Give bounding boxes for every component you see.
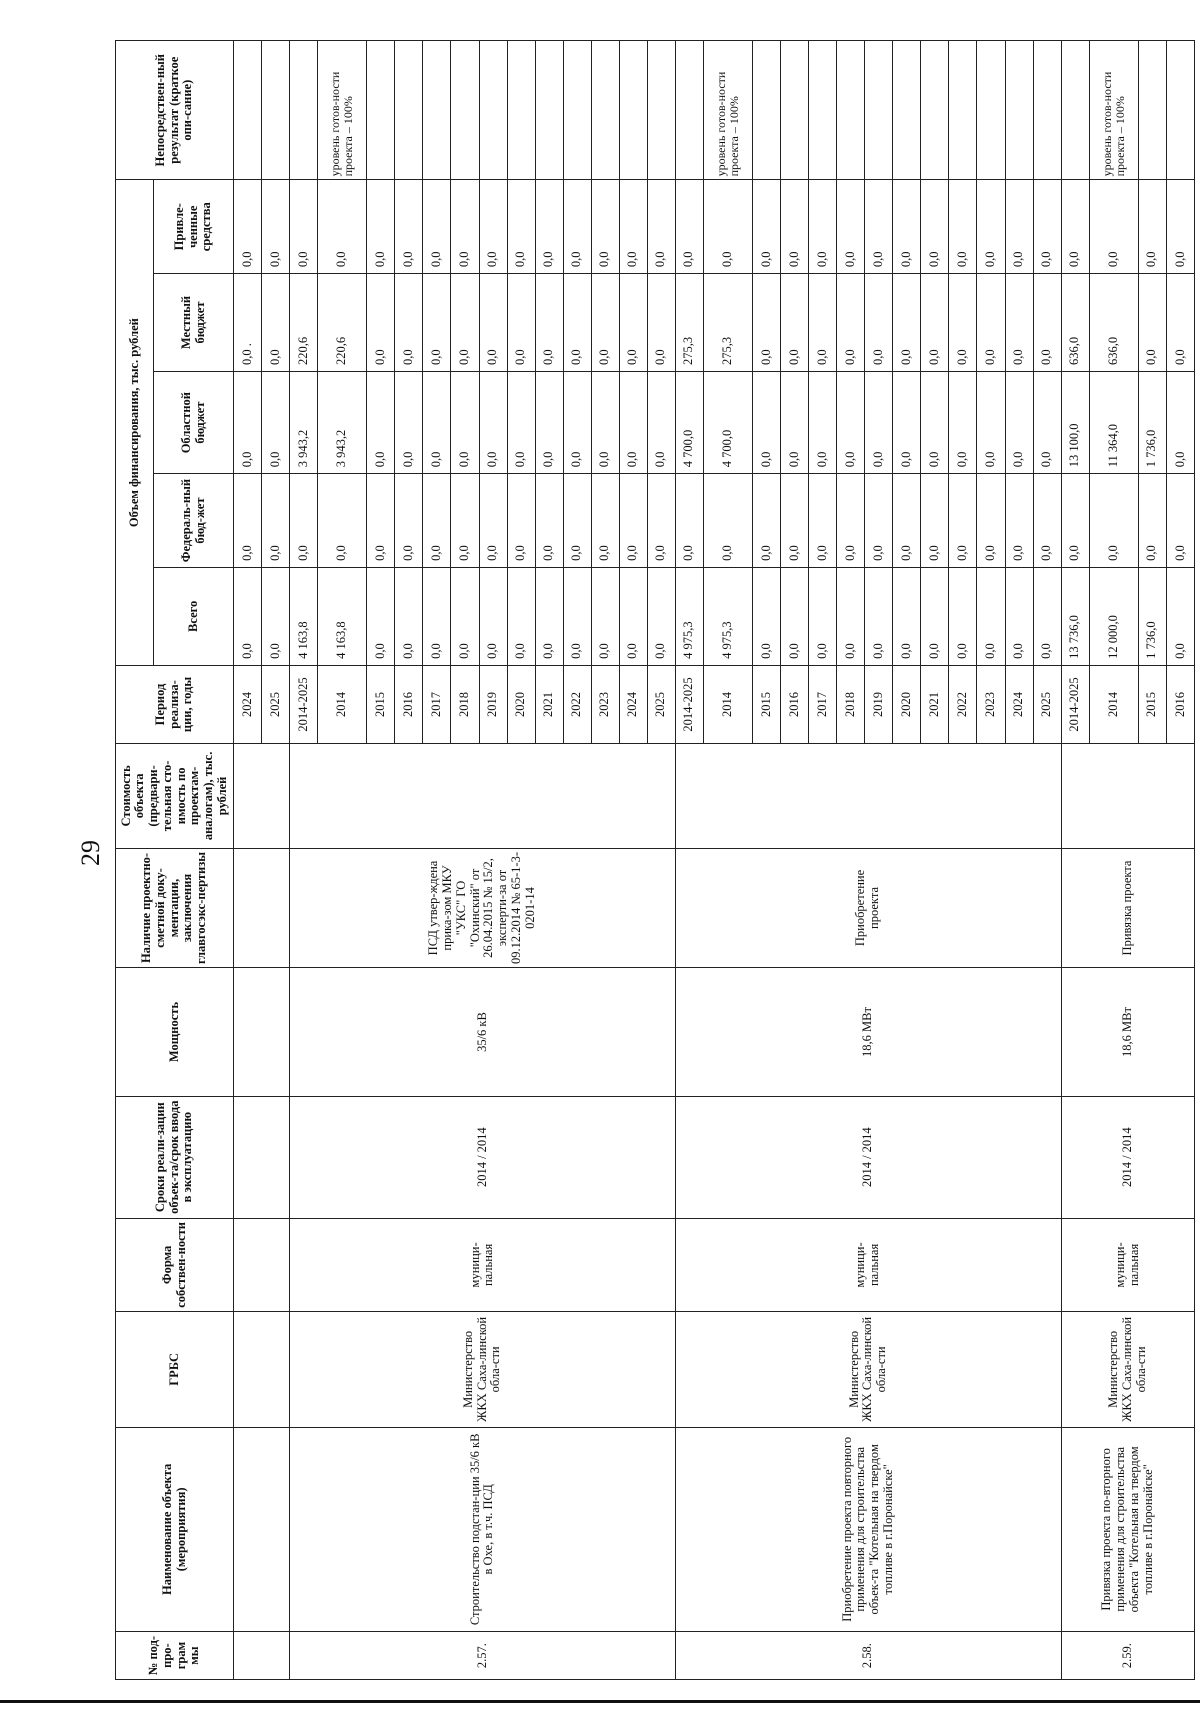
total-cell: 0,0	[479, 567, 507, 665]
header-local: Местный бюджет	[154, 274, 234, 372]
result-cell	[451, 41, 479, 180]
federal-cell: 0,0	[809, 474, 837, 568]
local-cell: 220,6	[318, 274, 367, 372]
attracted-cell: 0,0	[647, 180, 675, 274]
regional-cell: 0,0	[1033, 372, 1061, 474]
result-cell	[290, 41, 318, 180]
federal-cell: 0,0	[619, 474, 647, 568]
attracted-cell: 0,0	[753, 180, 781, 274]
federal-cell: 0,0	[781, 474, 809, 568]
local-cell: 0,0	[563, 274, 591, 372]
regional-cell: 4 700,0	[703, 372, 752, 474]
local-cell: 0,0	[1005, 274, 1033, 372]
year-cell: 2024	[1005, 665, 1033, 743]
federal-cell: 0,0	[675, 474, 703, 568]
regional-cell: 0,0	[451, 372, 479, 474]
power-cell: 35/6 кВ	[290, 968, 676, 1096]
federal-cell: 0,0	[921, 474, 949, 568]
attracted-cell: 0,0	[262, 180, 290, 274]
table-row	[675, 41, 703, 1680]
projects-body	[290, 41, 1195, 1680]
regional-cell: 0,0	[395, 372, 423, 474]
federal-cell: 0,0	[535, 474, 563, 568]
header-name: Наименование объекта (мероприятия)	[116, 1427, 234, 1632]
result-cell	[479, 41, 507, 180]
regional-cell: 0,0	[753, 372, 781, 474]
cost-cell	[1061, 744, 1194, 848]
attracted-cell: 0,0	[318, 180, 367, 274]
year-cell: 2014-2025	[1061, 665, 1089, 743]
attracted-cell: 0,0	[423, 180, 451, 274]
federal-cell: 0,0	[507, 474, 535, 568]
cost-cell	[675, 744, 1061, 848]
year-cell: 2014	[703, 665, 752, 743]
project-number-cell: 2.58.	[675, 1632, 1061, 1680]
total-cell: 0,0	[1166, 567, 1194, 665]
year-cell: 2019	[865, 665, 893, 743]
federal-cell: 0,0	[949, 474, 977, 568]
local-cell: 0,0	[1033, 274, 1061, 372]
attracted-cell: 0,0	[781, 180, 809, 274]
attracted-cell: 0,0	[479, 180, 507, 274]
year-cell: 2021	[921, 665, 949, 743]
result-cell: уровень готов-ности проекта – 100%	[1089, 41, 1138, 180]
federal-cell: 0,0	[563, 474, 591, 568]
header-federal: Федераль-ный бюд-жет	[154, 474, 234, 568]
total-cell: 4 163,8	[290, 567, 318, 665]
regional-cell: 0,0	[1005, 372, 1033, 474]
local-cell: 0,0	[479, 274, 507, 372]
attracted-cell: 0,0	[1138, 180, 1166, 274]
total-cell: 1 736,0	[1138, 567, 1166, 665]
year-cell: 2024	[234, 665, 262, 743]
regional-cell: 1 736,0	[1138, 372, 1166, 474]
total-cell: 0,0	[591, 567, 619, 665]
regional-cell: 0,0	[423, 372, 451, 474]
result-cell	[1005, 41, 1033, 180]
result-cell	[809, 41, 837, 180]
federal-cell: 0,0	[451, 474, 479, 568]
year-cell: 2014	[1089, 665, 1138, 743]
project-name-cell: Приобретение проекта повторного применения для строительства объек-та "Котельная на твердом топливе в г.Поронайске"	[675, 1427, 1061, 1632]
year-cell: 2014	[318, 665, 367, 743]
result-cell	[507, 41, 535, 180]
total-cell: 0,0	[619, 567, 647, 665]
header-form: Форма собствен-ности	[116, 1218, 234, 1312]
header-result: Непосредствен-ный результат (краткое опи-сание)	[116, 41, 234, 180]
result-cell	[837, 41, 865, 180]
project-name-cell: Строительство подстан-ции 35/6 кВ в Охе, в т.ч. ПСД	[290, 1427, 676, 1632]
federal-cell: 0,0	[1005, 474, 1033, 568]
local-cell: 275,3	[675, 274, 703, 372]
federal-cell: 0,0	[234, 474, 262, 568]
federal-cell: 0,0	[1089, 474, 1138, 568]
regional-cell: 0,0	[367, 372, 395, 474]
grbs-cell: Министерство ЖКХ Саха-линской обла-сти	[1061, 1312, 1194, 1427]
local-cell: 0,0	[781, 274, 809, 372]
total-cell: 0,0	[451, 567, 479, 665]
federal-cell: 0,0	[1138, 474, 1166, 568]
psd-cell: Привязка проекта	[1061, 848, 1194, 968]
year-cell: 2017	[809, 665, 837, 743]
attracted-cell: 0,0	[977, 180, 1005, 274]
federal-cell: 0,0	[647, 474, 675, 568]
year-cell: 2025	[1033, 665, 1061, 743]
header-grbs: ГРБС	[116, 1312, 234, 1427]
federal-cell: 0,0	[290, 474, 318, 568]
year-cell: 2015	[367, 665, 395, 743]
federal-cell: 0,0	[367, 474, 395, 568]
total-cell: 0,0	[781, 567, 809, 665]
header-terms: Сроки реали-зации объек-та/срок ввода в эксплуатацию	[116, 1096, 234, 1218]
result-cell	[1033, 41, 1061, 180]
federal-cell: 0,0	[893, 474, 921, 568]
regional-cell: 0,0	[234, 372, 262, 474]
federal-cell: 0,0	[423, 474, 451, 568]
table-row	[290, 41, 318, 1680]
header-total: Всего	[154, 567, 234, 665]
federal-cell: 0,0	[1033, 474, 1061, 568]
header-regional: Областной бюджет	[154, 372, 234, 474]
table-row	[234, 41, 262, 1680]
result-cell	[893, 41, 921, 180]
local-cell: 0,0	[591, 274, 619, 372]
federal-cell: 0,0	[262, 474, 290, 568]
grbs-cell: Министерство ЖКХ Саха-линской обла-сти	[290, 1312, 676, 1427]
attracted-cell: 0,0	[290, 180, 318, 274]
local-cell: 636,0	[1061, 274, 1089, 372]
regional-cell: 11 364,0	[1089, 372, 1138, 474]
power-cell: 18,6 МВт	[675, 968, 1061, 1096]
header-attracted: Привле-ченные средства	[154, 180, 234, 274]
local-cell: 0,0	[395, 274, 423, 372]
attracted-cell: 0,0	[535, 180, 563, 274]
ownership-form-cell: муници-пальная	[675, 1218, 1061, 1312]
result-cell: уровень готов-ности проекта – 100%	[318, 41, 367, 180]
result-cell	[1061, 41, 1089, 180]
year-cell: 2023	[977, 665, 1005, 743]
total-cell: 0,0	[423, 567, 451, 665]
year-cell: 2015	[753, 665, 781, 743]
attracted-cell: 0,0	[507, 180, 535, 274]
header-funding-group: Объем финансирования, тыс. рублей	[116, 180, 154, 665]
total-cell: 0,0	[647, 567, 675, 665]
result-cell	[423, 41, 451, 180]
regional-cell: 0,0	[837, 372, 865, 474]
year-cell: 2020	[507, 665, 535, 743]
project-number-cell: 2.57.	[290, 1632, 676, 1680]
federal-cell: 0,0	[865, 474, 893, 568]
attracted-cell: 0,0	[367, 180, 395, 274]
local-cell: 0,0	[837, 274, 865, 372]
cost-cell	[290, 744, 676, 848]
total-cell: 0,0	[234, 567, 262, 665]
result-cell	[921, 41, 949, 180]
regional-cell: 0,0	[949, 372, 977, 474]
regional-cell: 4 700,0	[675, 372, 703, 474]
total-cell: 0,0	[837, 567, 865, 665]
attracted-cell: 0,0	[1061, 180, 1089, 274]
attracted-cell: 0,0	[703, 180, 752, 274]
attracted-cell: 0,0	[619, 180, 647, 274]
regional-cell: 0,0	[479, 372, 507, 474]
total-cell: 4 975,3	[703, 567, 752, 665]
federal-cell: 0,0	[977, 474, 1005, 568]
table-row	[1061, 41, 1089, 1680]
table-header	[116, 41, 234, 1680]
regional-cell: 0,0	[865, 372, 893, 474]
regional-cell: 3 943,2	[318, 372, 367, 474]
attracted-cell: 0,0	[949, 180, 977, 274]
local-cell: 636,0	[1089, 274, 1138, 372]
result-cell	[619, 41, 647, 180]
local-cell: 0,0	[507, 274, 535, 372]
header-period: Период реализа-ции, годы	[116, 665, 234, 743]
attracted-cell: 0,0	[234, 180, 262, 274]
scan-edge-line	[0, 1700, 1200, 1703]
year-cell: 2016	[395, 665, 423, 743]
terms-cell: 2014 / 2014	[675, 1096, 1061, 1218]
total-cell: 12 000,0	[1089, 567, 1138, 665]
local-cell: 275,3	[703, 274, 752, 372]
regional-cell: 0,0	[809, 372, 837, 474]
attracted-cell: 0,0	[1033, 180, 1061, 274]
total-cell: 0,0	[395, 567, 423, 665]
federal-cell: 0,0	[591, 474, 619, 568]
rotated-table-container	[115, 40, 1195, 1680]
grbs-cell: Министерство ЖКХ Саха-линской обла-сти	[675, 1312, 1061, 1427]
local-cell: 0,0	[423, 274, 451, 372]
local-cell: 0,0	[893, 274, 921, 372]
attracted-cell: 0,0	[893, 180, 921, 274]
year-cell: 2014-2025	[290, 665, 318, 743]
result-cell	[1138, 41, 1166, 180]
header-num: № под-про-грам мы	[116, 1632, 234, 1680]
year-cell: 2014-2025	[675, 665, 703, 743]
local-cell: 0,0	[949, 274, 977, 372]
funding-table	[115, 40, 1195, 1680]
year-cell: 2022	[949, 665, 977, 743]
total-cell: 13 736,0	[1061, 567, 1089, 665]
attracted-cell: 0,0	[921, 180, 949, 274]
result-cell	[753, 41, 781, 180]
federal-cell: 0,0	[837, 474, 865, 568]
result-cell	[563, 41, 591, 180]
local-cell: 0,0	[367, 274, 395, 372]
year-cell: 2025	[262, 665, 290, 743]
local-cell: 0,0	[753, 274, 781, 372]
result-cell	[647, 41, 675, 180]
attracted-cell: 0,0	[591, 180, 619, 274]
regional-cell: 0,0	[1166, 372, 1194, 474]
year-cell: 2019	[479, 665, 507, 743]
year-cell: 2021	[535, 665, 563, 743]
attracted-cell: 0,0	[1089, 180, 1138, 274]
result-cell	[675, 41, 703, 180]
year-cell: 2015	[1138, 665, 1166, 743]
regional-cell: 0,0	[619, 372, 647, 474]
total-cell: 0,0	[809, 567, 837, 665]
year-cell: 2016	[1166, 665, 1194, 743]
attracted-cell: 0,0	[837, 180, 865, 274]
year-cell: 2020	[893, 665, 921, 743]
local-cell: 0,0	[535, 274, 563, 372]
page-number: 29	[76, 840, 105, 866]
local-cell: 0,0	[865, 274, 893, 372]
local-cell: 0,0	[809, 274, 837, 372]
psd-cell: Приобретение проекта	[675, 848, 1061, 968]
federal-cell: 0,0	[753, 474, 781, 568]
local-cell: 220,6	[290, 274, 318, 372]
header-psd: Наличие проектно-сметной доку-ментации, заключения главгосэкс-пертизы	[116, 848, 234, 968]
year-cell: 2016	[781, 665, 809, 743]
regional-cell: 0,0	[977, 372, 1005, 474]
local-cell: 0,0	[1138, 274, 1166, 372]
result-cell	[367, 41, 395, 180]
project-number-cell: 2.59.	[1061, 1632, 1194, 1680]
year-cell: 2023	[591, 665, 619, 743]
local-cell: 0,0	[619, 274, 647, 372]
attracted-cell: 0,0	[865, 180, 893, 274]
attracted-cell: 0,0	[809, 180, 837, 274]
result-cell	[262, 41, 290, 180]
psd-cell: ПСД утвер-ждена прика-зом МКУ "УКС" ГО "Охинский" от 26.04.2015 № 15/2, эксперти-за от 09.12.2014 № 65-1-3-0201-14	[290, 848, 676, 968]
local-cell: 0,0 .	[234, 274, 262, 372]
total-cell: 0,0	[535, 567, 563, 665]
header-cost: Стоимость объекта (предвари-тельная сто-имость по проектам-аналогам), тыс. рублей	[116, 744, 234, 848]
local-cell: 0,0	[647, 274, 675, 372]
regional-cell: 0,0	[921, 372, 949, 474]
regional-cell: 0,0	[262, 372, 290, 474]
total-cell: 0,0	[949, 567, 977, 665]
year-cell: 2017	[423, 665, 451, 743]
total-cell: 0,0	[893, 567, 921, 665]
result-cell: уровень готов-ности проекта – 100%	[703, 41, 752, 180]
total-cell: 0,0	[977, 567, 1005, 665]
result-cell	[1166, 41, 1194, 180]
total-cell: 0,0	[262, 567, 290, 665]
local-cell: 0,0	[1166, 274, 1194, 372]
local-cell: 0,0	[977, 274, 1005, 372]
project-name-cell: Привязка проекта по-вторного применения для строительства объекта "Котельная на твердом топливе в г.Поронайске"	[1061, 1427, 1194, 1632]
year-cell: 2018	[837, 665, 865, 743]
result-cell	[949, 41, 977, 180]
attracted-cell: 0,0	[395, 180, 423, 274]
terms-cell: 2014 / 2014	[1061, 1096, 1194, 1218]
regional-cell: 13 100,0	[1061, 372, 1089, 474]
total-cell: 0,0	[921, 567, 949, 665]
power-cell: 18,6 МВт	[1061, 968, 1194, 1096]
attracted-cell: 0,0	[1166, 180, 1194, 274]
total-cell: 4 975,3	[675, 567, 703, 665]
regional-cell: 0,0	[591, 372, 619, 474]
header-power: Мощность	[116, 968, 234, 1096]
regional-cell: 3 943,2	[290, 372, 318, 474]
regional-cell: 0,0	[535, 372, 563, 474]
total-cell: 0,0	[1005, 567, 1033, 665]
regional-cell: 0,0	[507, 372, 535, 474]
year-cell: 2025	[647, 665, 675, 743]
ownership-form-cell: муници-пальная	[1061, 1218, 1194, 1312]
total-cell: 0,0	[367, 567, 395, 665]
result-cell	[591, 41, 619, 180]
result-cell	[234, 41, 262, 180]
result-cell	[865, 41, 893, 180]
federal-cell: 0,0	[1061, 474, 1089, 568]
federal-cell: 0,0	[1166, 474, 1194, 568]
total-cell: 0,0	[563, 567, 591, 665]
federal-cell: 0,0	[395, 474, 423, 568]
federal-cell: 0,0	[703, 474, 752, 568]
regional-cell: 0,0	[647, 372, 675, 474]
federal-cell: 0,0	[318, 474, 367, 568]
attracted-cell: 0,0	[563, 180, 591, 274]
regional-cell: 0,0	[563, 372, 591, 474]
terms-cell: 2014 / 2014	[290, 1096, 676, 1218]
local-cell: 0,0	[921, 274, 949, 372]
year-cell: 2018	[451, 665, 479, 743]
local-cell: 0,0	[451, 274, 479, 372]
result-cell	[781, 41, 809, 180]
ownership-form-cell: муници-пальная	[290, 1218, 676, 1312]
total-cell: 0,0	[753, 567, 781, 665]
regional-cell: 0,0	[781, 372, 809, 474]
result-cell	[977, 41, 1005, 180]
total-cell: 0,0	[865, 567, 893, 665]
total-cell: 0,0	[507, 567, 535, 665]
local-cell: 0,0	[262, 274, 290, 372]
attracted-cell: 0,0	[1005, 180, 1033, 274]
total-cell: 0,0	[1033, 567, 1061, 665]
attracted-cell: 0,0	[451, 180, 479, 274]
federal-cell: 0,0	[479, 474, 507, 568]
year-cell: 2022	[563, 665, 591, 743]
table-body	[234, 41, 290, 1680]
result-cell	[395, 41, 423, 180]
regional-cell: 0,0	[893, 372, 921, 474]
year-cell: 2024	[619, 665, 647, 743]
total-cell: 4 163,8	[318, 567, 367, 665]
result-cell	[535, 41, 563, 180]
attracted-cell: 0,0	[675, 180, 703, 274]
